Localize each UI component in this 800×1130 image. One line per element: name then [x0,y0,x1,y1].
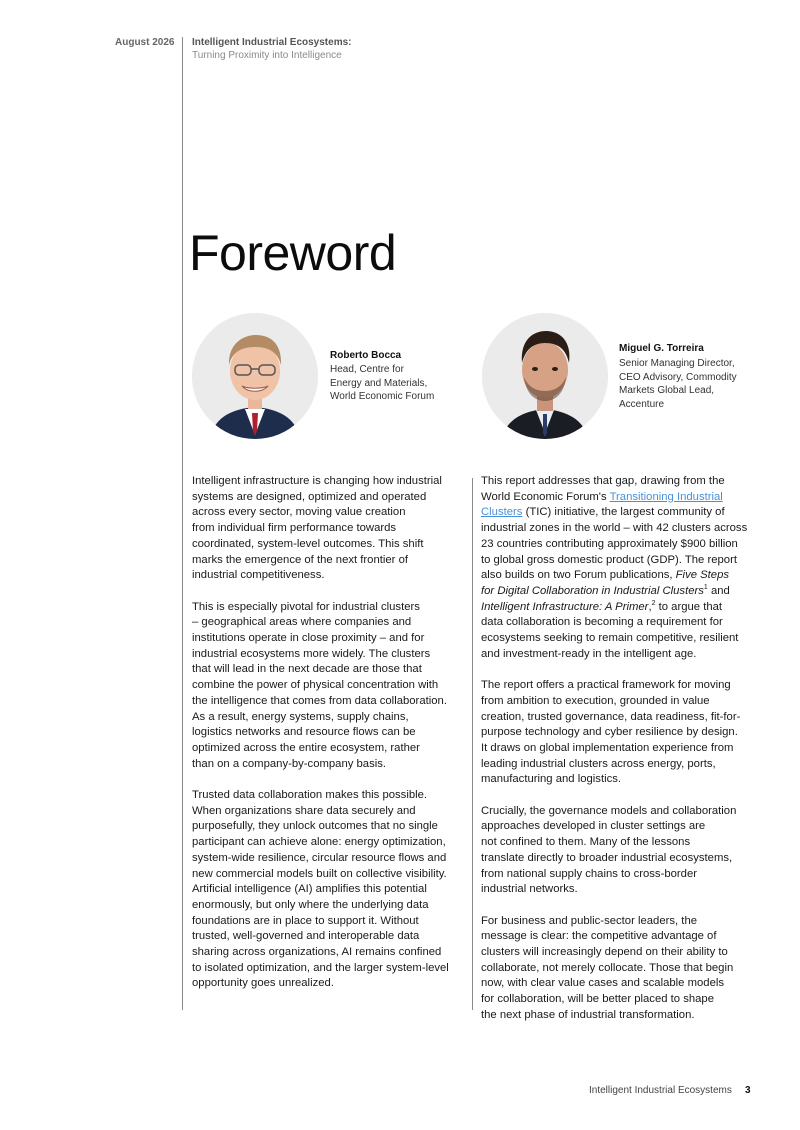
text-line: system-wide resilience, circular resource flows and [192,851,447,864]
text-line: Crucially, the governance models and collaboration [481,804,737,817]
text-line: purposefully, they unlock outcomes that no single [192,820,438,833]
text-line: manufacturing and logistics. [481,773,622,786]
text-segment: World Economic Forum's [481,490,610,503]
left-column [192,474,449,1008]
author-role-line: CEO Advisory, Commodity [619,371,737,383]
text-line: foundations are in place to support it. Without [192,914,419,927]
text-line: Intelligent infrastructure is changing how industrial [192,475,442,487]
portrait-illustration [482,313,608,439]
tic-initiative-link[interactable]: Transitioning Industrial [609,490,723,503]
text-line: translate directly to broader industrial ecosystems, [481,851,733,864]
author-name-1: Roberto Bocca [330,350,402,361]
paragraph [481,474,747,662]
text-line: As a result, energy systems, supply chains, [192,710,409,723]
publication-title: for Digital Collaboration in Industrial Clusters [481,584,704,597]
header-subtitle: Turning Proximity into Intelligence [192,50,342,61]
column-divider [472,478,473,1010]
text-line: than on a company-by-company basis. [192,757,387,770]
paragraph [481,914,747,1024]
text-line: industrial ecosystems more widely. The clusters [192,647,431,660]
text-line: combine the power of physical concentration with [192,679,439,692]
vertical-divider [182,37,183,1010]
text-line: the next phase of industrial transformation. [481,1008,695,1021]
text-line: When organizations share data securely and [192,804,416,817]
tic-initiative-link-continued[interactable]: Clusters [481,506,523,519]
text-line: industrial zones in the world – with 42 clusters across [481,522,748,535]
text-line: new commercial models built on collective visibility. [192,867,447,880]
text-line: industrial competitiveness. [192,569,325,582]
page-title: Foreword [189,225,397,281]
text-line [481,600,747,616]
paragraph [481,678,747,788]
text-line [481,568,747,584]
text-line: 23 countries contributing approximately $900 billion [481,537,738,550]
text-segment: to argue that [655,600,723,613]
paragraph [192,788,449,992]
text-line: The report offers a practical framework for moving [481,679,731,692]
text-line: – geographical areas where companies and [192,616,412,629]
text-segment: , [648,600,652,613]
text-line [481,584,747,600]
text-line: to global gross domestic product (GDP). The report [481,553,737,566]
header-date: August 2026 [115,37,175,48]
author-role-2 [619,357,737,411]
portrait-illustration [192,313,318,439]
text-line: This is especially pivotal for industrial clusters [192,600,420,613]
text-line: enormously, but only where the underlying data [192,898,429,911]
text-segment: (TIC) initiative, the largest community of [522,506,725,519]
text-line: industrial networks. [481,883,578,896]
text-line: not confined to them. Many of the lessons [481,836,691,849]
text-segment: and [707,584,730,597]
text-line: Artificial intelligence (AI) amplifies this potential [192,883,427,896]
paragraph [192,474,449,584]
text-line: creation, trusted governance, data readiness, fit-for- [481,710,741,723]
text-line: coordinated, system-level outcomes. This shift [192,537,424,550]
text-line: logistics networks and resource flows can be [192,726,416,739]
author-role-line: Senior Managing Director, [619,358,735,369]
text-line: clusters will increasingly depend on their ability to [481,946,728,959]
publication-title: Intelligent Infrastructure: A Primer [481,600,649,613]
text-line: marks the emergence of the next frontier of [192,553,409,566]
text-line: institutions operate in close proximity – and for [192,632,425,645]
footnote-marker[interactable]: 2 [651,599,656,607]
text-line: leading industrial clusters across energy, ports, [481,757,716,770]
text-line: across every sector, moving value creation [192,506,406,519]
text-line: sharing across organizations, AI remains confined [192,946,442,959]
page-number: 3 [745,1085,751,1096]
text-line: from individual firm performance towards [192,522,397,535]
text-line [481,505,747,521]
text-line: data collaboration is becoming a requirement for [481,616,723,629]
text-line: now, with clear value cases and scalable models [481,977,725,990]
text-segment: also builds on two Forum publications, [481,569,676,582]
author-role-line: Accenture [619,398,665,410]
text-line: ecosystems seeking to remain competitive, resilient [481,632,739,645]
text-line: collaborate, not merely collocate. Those that begin [481,961,734,974]
author-role-1 [330,363,434,404]
author-photo-miguel-torreira [482,313,608,439]
author-role-line: Head, Centre for [330,364,404,375]
author-role-line: World Economic Forum [330,391,435,402]
publication-title: Five Steps [675,569,730,582]
author-role-line: Energy and Materials, [330,377,428,389]
text-line: for collaboration, will be better placed to shape [481,993,714,1006]
text-line: and investment-ready in the intelligent age. [481,647,697,660]
header-title: Intelligent Industrial Ecosystems: [192,37,352,48]
author-name-2: Miguel G. Torreira [619,343,704,354]
text-line: from ambition to execution, grounded in value [481,694,710,707]
text-line: systems are designed, optimized and operated [192,490,427,503]
text-line: message is clear: the competitive advantage of [481,930,717,943]
text-line: It draws on global implementation experience from [481,741,734,754]
paragraph [481,804,747,898]
text-line: that will lead in the next decade are those that [192,663,422,676]
right-column [481,474,747,1039]
text-line: trusted, well-governed and interoperable data [192,930,420,943]
text-line: participant can achieve alone: energy optimization, [192,836,446,849]
text-line [481,490,747,506]
text-line: approaches developed in cluster settings are [481,820,706,833]
text-line: opportunity goes unrealized. [192,977,334,990]
text-line: For business and public-sector leaders, the [481,914,698,927]
text-line: from national supply chains to cross-border [481,867,697,880]
text-line: purpose technology and cyber resilience by design. [481,726,738,739]
text-line: Trusted data collaboration makes this possible. [192,789,428,802]
footer-report-title: Intelligent Industrial Ecosystems [589,1085,732,1096]
text-line: This report addresses that gap, drawing from the [481,475,725,487]
text-line: optimized across the entire ecosystem, rather [192,741,420,754]
text-line: to isolated optimization, and the larger system-level [192,961,449,974]
paragraph [192,600,449,773]
author-photo-roberto-bocca [192,313,318,439]
author-role-line: Markets Global Lead, [619,385,715,396]
text-line: the intelligence that comes from data collaboration. [192,694,447,707]
footnote-marker[interactable]: 1 [703,584,708,592]
